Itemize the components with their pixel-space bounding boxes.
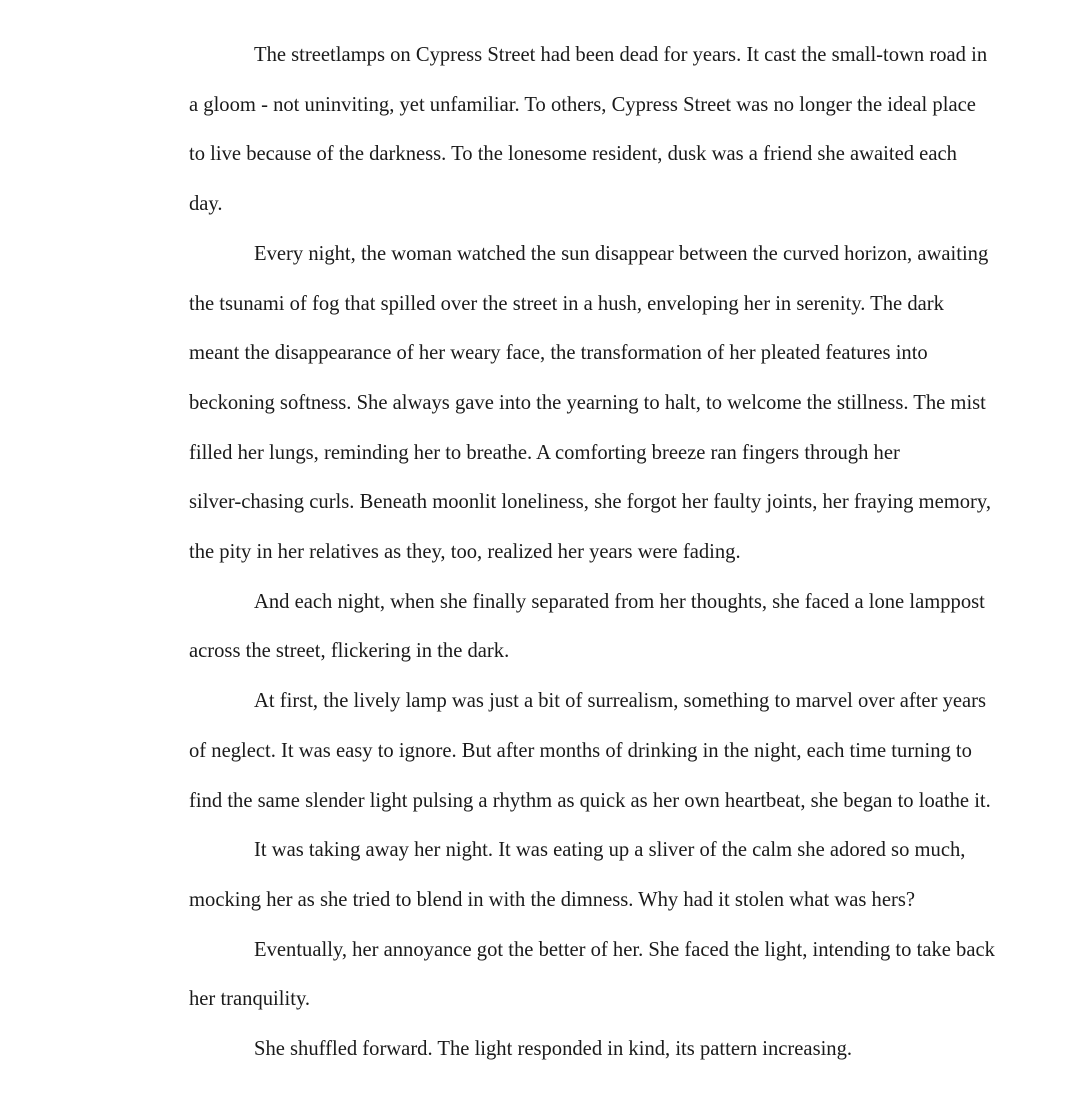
text-line: to live because of the darkness. To the lonesome resident, dusk was a friend she awaited each bbox=[189, 143, 957, 166]
text-line: And each night, when she finally separated from her thoughts, she faced a lone lamppost bbox=[254, 590, 985, 613]
text-line: her tranquility. bbox=[189, 988, 311, 1011]
paragraph-6 bbox=[124, 926, 995, 1025]
text-line: Every night, the woman watched the sun disappear between the curved horizon, awaiting bbox=[254, 242, 989, 265]
text-line: across the street, flickering in the dark. bbox=[189, 640, 510, 663]
text-line: meant the disappearance of her weary face, the transformation of her pleated features into bbox=[189, 342, 928, 365]
paragraph-2 bbox=[124, 230, 991, 578]
text-line: find the same slender light pulsing a rhythm as quick as her own heartbeat, she began to loathe it. bbox=[189, 789, 991, 812]
text-line: The streetlamps on Cypress Street had been dead for years. It cast the small-town road in bbox=[254, 44, 988, 66]
paragraph-4 bbox=[124, 677, 991, 826]
text-line: of neglect. It was easy to ignore. But after months of drinking in the night, each time turning to bbox=[189, 739, 972, 762]
text-line: a gloom - not uninviting, yet unfamiliar. To others, Cypress Street was no longer the ideal place bbox=[189, 93, 976, 116]
text-line: She shuffled forward. The light responded in kind, its pattern increasing. bbox=[254, 1038, 853, 1061]
text-line: beckoning softness. She always gave into the yearning to halt, to welcome the stillness. The mist bbox=[189, 391, 986, 414]
story-text bbox=[124, 31, 995, 1075]
text-line: filled her lungs, reminding her to breathe. A comforting breeze ran fingers through her bbox=[189, 441, 900, 464]
paragraph-7 bbox=[124, 1025, 974, 1075]
text-line: the pity in her relatives as they, too, realized her years were fading. bbox=[189, 541, 741, 564]
paragraph-5 bbox=[124, 826, 974, 925]
text-line: day. bbox=[189, 193, 223, 216]
text-line: silver-chasing curls. Beneath moonlit loneliness, she forgot her faulty joints, her fraying memory, bbox=[189, 491, 991, 514]
paragraph-3 bbox=[124, 578, 985, 677]
text-line: It was taking away her night. It was eating up a sliver of the calm she adored so much, bbox=[254, 839, 966, 862]
text-line: Eventually, her annoyance got the better of her. She faced the light, intending to take back bbox=[254, 938, 995, 961]
text-line: the tsunami of fog that spilled over the street in a hush, enveloping her in serenity. The dark bbox=[189, 292, 944, 315]
paragraph-1 bbox=[124, 31, 988, 230]
text-line: mocking her as she tried to blend in with the dimness. Why had it stolen what was hers? bbox=[189, 888, 915, 911]
text-line: At first, the lively lamp was just a bit of surrealism, something to marvel over after years bbox=[254, 690, 987, 713]
